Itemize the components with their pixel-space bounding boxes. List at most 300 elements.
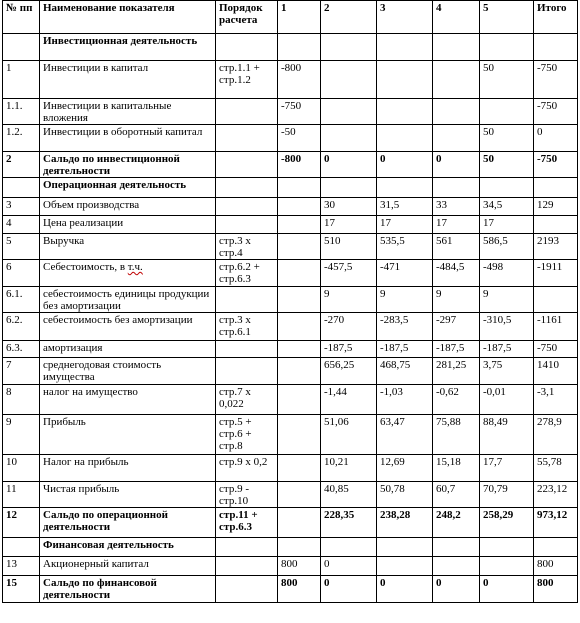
cell-period-4: [433, 99, 480, 125]
cell-text: -471: [380, 261, 401, 273]
cell-period-2: [321, 260, 377, 287]
cell-indicator: [40, 358, 216, 385]
cell-period-1: [278, 538, 321, 557]
cell-period-5: [480, 385, 534, 415]
cell-period-5: [480, 287, 534, 313]
cell-period-1: [278, 152, 321, 178]
cell-number: [3, 287, 40, 313]
cell-period-4: [433, 358, 480, 385]
cell-number: [3, 508, 40, 538]
cell-period-1: [278, 216, 321, 234]
cell-text: 6.3.: [6, 342, 23, 354]
cell-calc-order: [216, 455, 278, 482]
cell-number: [3, 538, 40, 557]
cell-text: 60,7: [436, 483, 456, 495]
cell-text: -50: [281, 126, 296, 138]
cell-text: 1.2.: [6, 126, 23, 138]
cell-text: 0: [324, 558, 330, 570]
cell-number: [3, 99, 40, 125]
table-row: [3, 99, 578, 125]
cell-total: [534, 178, 578, 198]
cell-calc-order: [216, 61, 278, 99]
cell-text: стр.7 х 0,022: [219, 386, 251, 410]
cell-total: [534, 125, 578, 152]
cell-text: 50,78: [380, 483, 405, 495]
cell-number: [3, 178, 40, 198]
table-row: [3, 482, 578, 508]
cell-period-3: [377, 234, 433, 260]
cell-text: Инвестиции в капитальные вложения: [43, 100, 172, 124]
cell-text: -187,5: [380, 342, 409, 354]
cell-text: Операционная деятельность: [43, 179, 187, 191]
cell-period-5: [480, 234, 534, 260]
cell-text: себестоимость единицы продукции без амортизации: [43, 288, 210, 312]
cell-text: 50: [483, 153, 494, 165]
cell-indicator: [40, 576, 216, 603]
cell-calc-order: [216, 287, 278, 313]
cell-text: себестоимость без амортизации: [43, 314, 193, 326]
cell-number: [3, 125, 40, 152]
cell-text: 223,12: [537, 483, 568, 495]
cell-total: [534, 538, 578, 557]
cell-text: Инвестиционная деятельность: [43, 35, 198, 47]
cell-period-2: [321, 178, 377, 198]
cell-period-4: [433, 557, 480, 576]
cell-calc-order: [216, 216, 278, 234]
cell-period-3: [377, 313, 433, 341]
cell-period-4: [433, 482, 480, 508]
cell-period-1: [278, 34, 321, 61]
cell-text: 15: [6, 577, 17, 589]
cell-indicator: [40, 99, 216, 125]
cell-text: 8: [6, 386, 12, 398]
cell-text: 30: [324, 199, 335, 211]
cell-period-2: [321, 99, 377, 125]
cell-text: -457,5: [324, 261, 353, 273]
cell-calc-order: [216, 482, 278, 508]
table-body: [3, 1, 578, 603]
cell-calc-order: [216, 313, 278, 341]
section-row: [3, 178, 578, 198]
cell-indicator: [40, 341, 216, 358]
table-row: [3, 455, 578, 482]
cell-period-2: [321, 557, 377, 576]
cell-text: Выручка: [43, 235, 85, 247]
cell-period-3: [377, 557, 433, 576]
cell-period-1: [278, 61, 321, 99]
cell-total: [534, 99, 578, 125]
cell-period-5: [480, 557, 534, 576]
cell-text: 973,12: [537, 509, 568, 521]
cell-period-5: [480, 538, 534, 557]
cell-period-1: [278, 508, 321, 538]
cell-text: 278,9: [537, 416, 562, 428]
cell-text: стр.3 х стр.6.1: [219, 314, 251, 338]
cell-indicator: [40, 482, 216, 508]
cell-total: [534, 415, 578, 455]
table-row: [3, 216, 578, 234]
cell-indicator: [40, 508, 216, 538]
cell-period-1: [278, 260, 321, 287]
cell-period-5: [480, 415, 534, 455]
section-row: [3, 538, 578, 557]
cell-text: стр.1.1 + стр.1.2: [219, 62, 260, 86]
cell-period-1: [278, 557, 321, 576]
cell-period-2: [321, 576, 377, 603]
cell-period-3: [377, 341, 433, 358]
cell-total: [534, 557, 578, 576]
cell-indicator: [40, 152, 216, 178]
cell-period-4: [433, 61, 480, 99]
cell-text: 248,2: [436, 509, 461, 521]
cell-indicator: [40, 178, 216, 198]
cell-number: [3, 34, 40, 61]
cell-period-4: [433, 287, 480, 313]
cell-period-2: [321, 216, 377, 234]
cell-total: [534, 287, 578, 313]
cell-text: -750: [537, 62, 558, 74]
cell-text: -750: [281, 100, 302, 112]
cell-period-1: [278, 455, 321, 482]
cell-period-3: [377, 178, 433, 198]
cell-period-2: [321, 341, 377, 358]
cell-period-4: [433, 538, 480, 557]
cell-text: 0: [436, 153, 442, 165]
cell-text: -1,03: [380, 386, 403, 398]
cell-indicator: [40, 557, 216, 576]
cell-text: стр.6.2 + стр.6.3: [219, 261, 260, 285]
cell-text: Инвестиции в капитал: [43, 62, 149, 74]
cell-indicator: [40, 34, 216, 61]
cell-period-4: [433, 234, 480, 260]
cell-period-3: [377, 260, 433, 287]
cell-period-5: [480, 216, 534, 234]
cell-text: стр.9 х 0,2: [219, 456, 268, 468]
cell-total: [534, 455, 578, 482]
cell-number: [3, 482, 40, 508]
cell-period-3: [377, 125, 433, 152]
cell-period-3: [377, 216, 433, 234]
cell-number: [3, 61, 40, 99]
cell-period-4: [433, 313, 480, 341]
cell-text: 9: [483, 288, 489, 300]
cell-period-3: [377, 198, 433, 216]
cell-text: Акционерный капитал: [43, 558, 149, 570]
cell-text: 17: [380, 217, 391, 229]
cell-text: -1161: [537, 314, 563, 326]
cell-period-5: [480, 125, 534, 152]
cell-text: -270: [324, 314, 345, 326]
cash-flow-table: [2, 0, 578, 603]
cell-text: 0: [324, 577, 330, 589]
table-row: [3, 287, 578, 313]
cell-calc-order: [216, 198, 278, 216]
cell-text: -484,5: [436, 261, 465, 273]
cell-text: стр.9 - стр.10: [219, 483, 249, 507]
cell-text: -800: [281, 62, 302, 74]
cell-text: 13: [6, 558, 17, 570]
cell-text: Чистая прибыль: [43, 483, 120, 495]
cell-period-2: [321, 152, 377, 178]
cell-text: 1.1.: [6, 100, 23, 112]
cell-indicator: [40, 125, 216, 152]
cell-number: [3, 216, 40, 234]
cell-total: [534, 234, 578, 260]
cell-number: [3, 198, 40, 216]
cell-period-5: [480, 34, 534, 61]
header-cell-period-4: 4: [433, 1, 480, 34]
cell-indicator: [40, 260, 216, 287]
cell-number: [3, 415, 40, 455]
cell-text: -1,44: [324, 386, 347, 398]
cell-number: [3, 358, 40, 385]
cell-period-4: [433, 385, 480, 415]
cell-text: 238,28: [380, 509, 411, 521]
cell-total: [534, 508, 578, 538]
cell-calc-order: [216, 538, 278, 557]
cell-period-5: [480, 99, 534, 125]
cell-total: [534, 152, 578, 178]
cell-period-1: [278, 234, 321, 260]
cell-period-2: [321, 234, 377, 260]
header-cell-indicator: Наименование показателя: [40, 1, 216, 34]
table-row: [3, 61, 578, 99]
cell-text: 12,69: [380, 456, 405, 468]
cell-text: Цена реализации: [43, 217, 124, 229]
cell-total: [534, 216, 578, 234]
cell-indicator: [40, 415, 216, 455]
cell-text: 40,85: [324, 483, 349, 495]
cell-calc-order: [216, 99, 278, 125]
cell-text: 281,25: [436, 359, 467, 371]
cell-text: 535,5: [380, 235, 405, 247]
cell-text: 1: [6, 62, 12, 74]
cell-text: 0: [380, 577, 386, 589]
cell-text: -800: [281, 153, 302, 165]
cell-period-1: [278, 313, 321, 341]
cell-text: -0,62: [436, 386, 459, 398]
cell-text: 6.1.: [6, 288, 23, 300]
cell-text: -297: [436, 314, 457, 326]
table-row: [3, 358, 578, 385]
cell-text: 800: [537, 558, 554, 570]
cell-indicator: [40, 198, 216, 216]
cell-text: 0: [380, 153, 386, 165]
cell-number: [3, 557, 40, 576]
cell-indicator: [40, 287, 216, 313]
table-row: [3, 385, 578, 415]
cell-text: 9: [380, 288, 386, 300]
cell-period-5: [480, 178, 534, 198]
cell-text: 6.2.: [6, 314, 23, 326]
cell-period-5: [480, 152, 534, 178]
cell-text: 800: [537, 577, 554, 589]
cell-total: [534, 61, 578, 99]
header-cell-period-5: 5: [480, 1, 534, 34]
cell-text: Инвестиции в оборотный капитал: [43, 126, 203, 138]
cell-text: -0,01: [483, 386, 506, 398]
cell-period-3: [377, 99, 433, 125]
cell-text: 9: [324, 288, 330, 300]
table-row: [3, 234, 578, 260]
cell-period-1: [278, 178, 321, 198]
table-row: [3, 125, 578, 152]
cell-indicator: [40, 61, 216, 99]
cell-period-3: [377, 385, 433, 415]
cell-period-4: [433, 576, 480, 603]
cell-text: 258,29: [483, 509, 514, 521]
cell-text: Объем производства: [43, 199, 140, 211]
cell-calc-order: [216, 415, 278, 455]
cell-text: -283,5: [380, 314, 409, 326]
cell-text: Налог на прибыль: [43, 456, 129, 468]
table-row: [3, 313, 578, 341]
cell-text: Себестоимость, в т.ч.: [43, 261, 143, 273]
cell-text: Сальдо по операционной деятельности: [43, 509, 168, 533]
cell-text: -750: [537, 100, 558, 112]
cell-number: [3, 455, 40, 482]
cell-period-1: [278, 415, 321, 455]
section-row: [3, 34, 578, 61]
cell-period-1: [278, 576, 321, 603]
cell-text: 2193: [537, 235, 559, 247]
cell-period-4: [433, 125, 480, 152]
cell-period-1: [278, 125, 321, 152]
cell-calc-order: [216, 341, 278, 358]
cell-text: 0: [483, 577, 489, 589]
cell-period-2: [321, 125, 377, 152]
table-row: [3, 508, 578, 538]
cell-text: -750: [537, 153, 558, 165]
cell-text: 33: [436, 199, 447, 211]
cell-text: 75,88: [436, 416, 461, 428]
cell-number: [3, 576, 40, 603]
cell-number: [3, 313, 40, 341]
cell-period-1: [278, 287, 321, 313]
cell-period-3: [377, 482, 433, 508]
table-row: [3, 415, 578, 455]
cell-text: 586,5: [483, 235, 508, 247]
header-row: [3, 1, 578, 34]
cell-text: 228,35: [324, 509, 355, 521]
cell-period-5: [480, 260, 534, 287]
cell-text: Сальдо по финансовой деятельности: [43, 577, 157, 601]
cell-text: -187,5: [483, 342, 512, 354]
cell-period-2: [321, 385, 377, 415]
cell-period-3: [377, 415, 433, 455]
cell-text: 800: [281, 577, 298, 589]
cell-text: 51,06: [324, 416, 349, 428]
cell-period-3: [377, 34, 433, 61]
cell-text: Сальдо по инвестиционной деятельности: [43, 153, 180, 177]
cell-period-4: [433, 178, 480, 198]
cell-period-3: [377, 152, 433, 178]
cell-period-3: [377, 508, 433, 538]
cell-text: 9: [436, 288, 442, 300]
table-row: [3, 260, 578, 287]
cell-period-4: [433, 455, 480, 482]
cell-period-5: [480, 455, 534, 482]
cell-text: -498: [483, 261, 504, 273]
cell-period-3: [377, 61, 433, 99]
cell-total: [534, 385, 578, 415]
cell-period-1: [278, 385, 321, 415]
cell-text: -3,1: [537, 386, 555, 398]
cell-text: 88,49: [483, 416, 508, 428]
cell-number: [3, 260, 40, 287]
cell-text: 0: [436, 577, 442, 589]
cell-text: 63,47: [380, 416, 405, 428]
cell-total: [534, 482, 578, 508]
cell-text: 15,18: [436, 456, 461, 468]
table-row: [3, 198, 578, 216]
cell-text: -187,5: [324, 342, 353, 354]
cell-text: 17: [483, 217, 494, 229]
cell-period-1: [278, 99, 321, 125]
cell-text: 1410: [537, 359, 559, 371]
cell-text: Прибыль: [43, 416, 86, 428]
cell-text: 0: [537, 126, 543, 138]
cell-calc-order: [216, 234, 278, 260]
cell-text: 510: [324, 235, 341, 247]
cell-text: 31,5: [380, 199, 400, 211]
table-row: [3, 557, 578, 576]
spellcheck-underline: т.ч.: [127, 261, 143, 273]
cell-text: 7: [6, 359, 12, 371]
cell-period-4: [433, 260, 480, 287]
cell-period-2: [321, 34, 377, 61]
cell-indicator: [40, 313, 216, 341]
cell-period-5: [480, 358, 534, 385]
cell-period-2: [321, 287, 377, 313]
cell-text: 11: [6, 483, 17, 495]
cell-text: 0: [324, 153, 330, 165]
cell-text: 17: [436, 217, 447, 229]
cell-indicator: [40, 216, 216, 234]
header-cell-number: № пп: [3, 1, 40, 34]
cell-indicator: [40, 455, 216, 482]
cell-text: 10,21: [324, 456, 349, 468]
cell-period-2: [321, 415, 377, 455]
header-cell-period-1: 1: [278, 1, 321, 34]
cell-text: Финансовая деятельность: [43, 539, 174, 551]
cell-period-2: [321, 508, 377, 538]
cell-period-1: [278, 482, 321, 508]
cell-text: 561: [436, 235, 453, 247]
cell-text: 17,7: [483, 456, 503, 468]
cell-calc-order: [216, 152, 278, 178]
cell-text: 50: [483, 62, 494, 74]
cell-period-5: [480, 341, 534, 358]
cell-period-4: [433, 34, 480, 61]
cell-period-4: [433, 415, 480, 455]
cell-text: 3,75: [483, 359, 503, 371]
cell-text: 2: [6, 153, 12, 165]
cell-period-2: [321, 61, 377, 99]
cell-text: -750: [537, 342, 558, 354]
cell-number: [3, 341, 40, 358]
cell-text: 34,5: [483, 199, 503, 211]
cell-total: [534, 576, 578, 603]
table-row: [3, 576, 578, 603]
cell-text: 10: [6, 456, 17, 468]
cell-period-3: [377, 455, 433, 482]
cell-period-5: [480, 576, 534, 603]
cell-period-1: [278, 198, 321, 216]
cell-total: [534, 260, 578, 287]
cell-calc-order: [216, 508, 278, 538]
cell-period-5: [480, 198, 534, 216]
